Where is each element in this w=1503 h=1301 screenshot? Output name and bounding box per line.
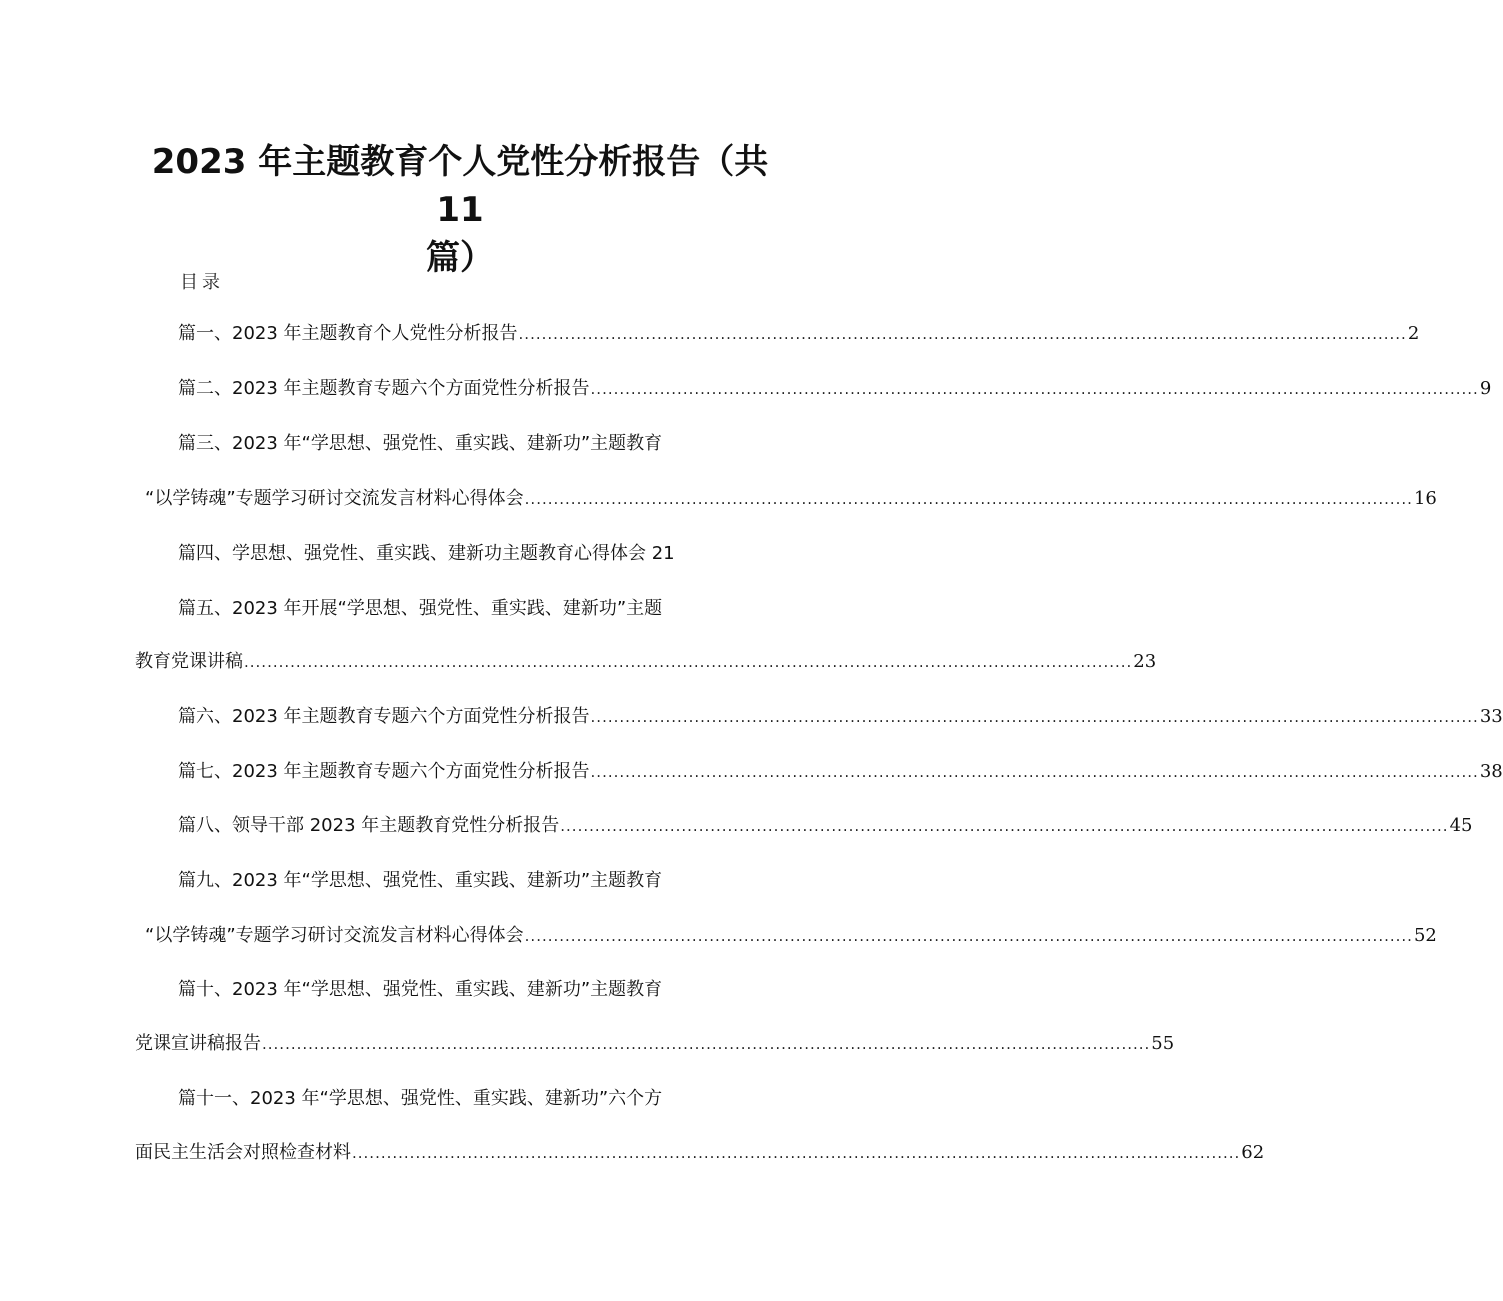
toc-entry-text: 党课宣讲稿报告	[135, 1033, 261, 1054]
toc-page-number: 55	[1151, 1033, 1175, 1054]
toc-entry[interactable]	[178, 595, 662, 623]
toc-entry[interactable]	[178, 375, 1492, 403]
toc-page-number: 33	[1479, 706, 1503, 727]
toc-entry[interactable]	[178, 703, 1503, 731]
title-line-1: 2023 年主题教育个人党性分析报告（共 11	[151, 142, 769, 230]
toc-entry-text: 篇七、2023 年主题教育专题六个方面党性分析报告	[178, 761, 590, 782]
toc-entry[interactable]	[135, 1030, 1175, 1058]
toc-dot-leader: ..........................................................................................................................................................	[590, 763, 1479, 781]
toc-entry-text: “以学铸魂”专题学习研讨交流发言材料心得体会	[145, 925, 524, 946]
toc-entry-text: “以学铸魂”专题学习研讨交流发言材料心得体会	[145, 488, 524, 509]
toc-entry[interactable]	[178, 320, 1420, 348]
toc-entry-text: 篇二、2023 年主题教育专题六个方面党性分析报告	[178, 378, 590, 399]
toc-entry-text: 篇九、2023 年“学思想、强党性、重实践、建新功”主题教育	[178, 870, 663, 891]
toc-entry[interactable]	[135, 1139, 1265, 1167]
toc-dot-leader: ..........................................................................................................................................................	[524, 490, 1413, 508]
toc-entry-text: 教育党课讲稿	[135, 651, 243, 672]
toc-dot-leader: ..........................................................................................................................................................	[244, 653, 1133, 671]
toc-page-number: 16	[1413, 488, 1437, 509]
document-title	[150, 138, 770, 282]
toc-page-number: 45	[1449, 815, 1473, 836]
toc-entry-text: 篇八、领导干部 2023 年主题教育党性分析报告	[178, 815, 560, 836]
toc-entry[interactable]	[178, 1085, 662, 1113]
toc-heading: 目录	[180, 272, 224, 293]
toc-entry-text: 面民主生活会对照检查材料	[135, 1142, 351, 1163]
toc-entry[interactable]	[178, 812, 1473, 840]
toc-entry-text: 篇一、2023 年主题教育个人党性分析报告	[178, 323, 518, 344]
toc-entry[interactable]	[178, 867, 662, 895]
toc-dot-leader: ..........................................................................................................................................................	[262, 1035, 1151, 1053]
toc-entry-text: 篇四、学思想、强党性、重实践、建新功主题教育心得体会 21	[178, 543, 675, 564]
toc-entry-text: 篇五、2023 年开展“学思想、强党性、重实践、建新功”主题	[178, 598, 663, 619]
toc-page-number: 2	[1407, 323, 1420, 344]
title-line-2: 篇）	[426, 238, 494, 278]
toc-entry-text: 篇六、2023 年主题教育专题六个方面党性分析报告	[178, 706, 590, 727]
toc-entry[interactable]	[135, 648, 1157, 676]
toc-entry[interactable]	[145, 485, 1437, 513]
toc-entry[interactable]	[178, 758, 1503, 786]
toc-entry-text: 篇十一、2023 年“学思想、强党性、重实践、建新功”六个方	[178, 1088, 663, 1109]
toc-entry-text: 篇三、2023 年“学思想、强党性、重实践、建新功”主题教育	[178, 433, 663, 454]
toc-dot-leader: ..........................................................................................................................................................	[590, 380, 1479, 398]
toc-dot-leader: ..........................................................................................................................................................	[560, 817, 1449, 835]
toc-entry[interactable]	[145, 922, 1437, 950]
toc-page-number: 52	[1413, 925, 1437, 946]
toc-dot-leader: ..........................................................................................................................................................	[518, 325, 1407, 343]
toc-dot-leader: ..........................................................................................................................................................	[590, 708, 1479, 726]
toc-entry[interactable]	[178, 540, 675, 568]
toc-page-number: 23	[1133, 651, 1157, 672]
toc-entry[interactable]	[178, 976, 662, 1004]
toc-entry-text: 篇十、2023 年“学思想、强党性、重实践、建新功”主题教育	[178, 979, 663, 1000]
toc-dot-leader: ..........................................................................................................................................................	[352, 1144, 1241, 1162]
toc-entry[interactable]	[178, 430, 662, 458]
toc-page-number: 62	[1241, 1142, 1265, 1163]
toc-dot-leader: ..........................................................................................................................................................	[524, 927, 1413, 945]
toc-page-number: 9	[1479, 378, 1492, 399]
toc-page-number: 38	[1479, 761, 1503, 782]
